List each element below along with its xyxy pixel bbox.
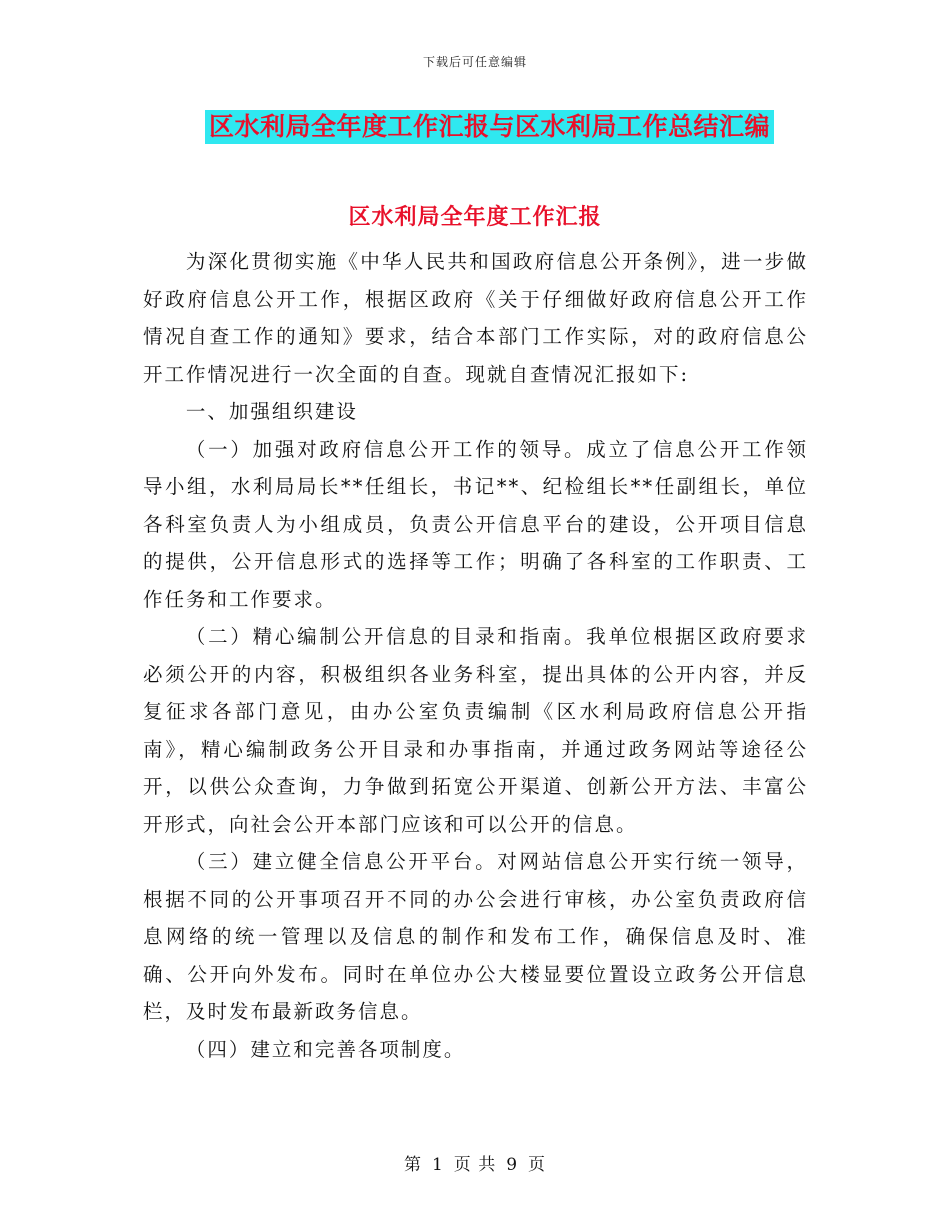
footer-prefix: 第	[403, 1155, 422, 1175]
paragraph-item-4: （四）建立和完善各项制度。	[185, 1037, 466, 1061]
page-footer	[0, 1150, 950, 1175]
page-number: 1	[431, 1155, 444, 1175]
header-note: 下载后可任意编辑	[422, 55, 527, 69]
document-body	[143, 243, 808, 1068]
footer-suffix: 页	[528, 1155, 547, 1175]
section-title: 区水利局全年度工作汇报	[348, 205, 602, 230]
heading-organization: 一、加强组织建设	[185, 400, 358, 423]
paragraph-item-1: （一）加强对政府信息公开工作的领导。成立了信息公开工作领导小组，水利局局长**任组长，书记**、纪检组长**任副组长，单位各科室负责人为小组成员，负责公开信息平台的建设，公开项目信息的提供，公开信息形式的选择等工作；明确了各科室的工作职责、工作任务和工作要求。	[143, 437, 808, 611]
paragraph-item-3: （三）建立健全信息公开平台。对网站信息公开实行统一领导，根据不同的公开事项召开不同的办公会进行审核，办公室负责政府信息网络的统一管理以及信息的制作和发布工作，确保信息及时、准确、公开向外发布。同时在单位办公大楼显要位置设立政务公开信息栏，及时发布最新政务信息。	[143, 850, 808, 1023]
paragraph-item-2: （二）精心编制公开信息的目录和指南。我单位根据区政府要求必须公开的内容，积极组织各业务科室，提出具体的公开内容，并反复征求各部门意见，由办公室负责编制《区水利局政府信息公开指南》，精心编制政务公开目录和办事指南，并通过政务网站等途径公开，以供公众查询，力争做到拓宽公开渠道、创新公开方法、丰富公开形式，向社会公开本部门应该和可以公开的信息。	[143, 625, 808, 836]
total-pages: 9	[506, 1155, 519, 1175]
footer-middle: 页 共	[453, 1155, 497, 1175]
document-title: 区水利局全年度工作汇报与区水利局工作总结汇编	[205, 110, 774, 144]
paragraph-intro: 为深化贯彻实施《中华人民共和国政府信息公开条例》，进一步做好政府信息公开工作，根据区政府《关于仔细做好政府信息公开工作情况自查工作的通知》要求，结合本部门工作实际，对的政府信息公开工作情况进行一次全面的自查。现就自查情况汇报如下:	[143, 250, 808, 386]
